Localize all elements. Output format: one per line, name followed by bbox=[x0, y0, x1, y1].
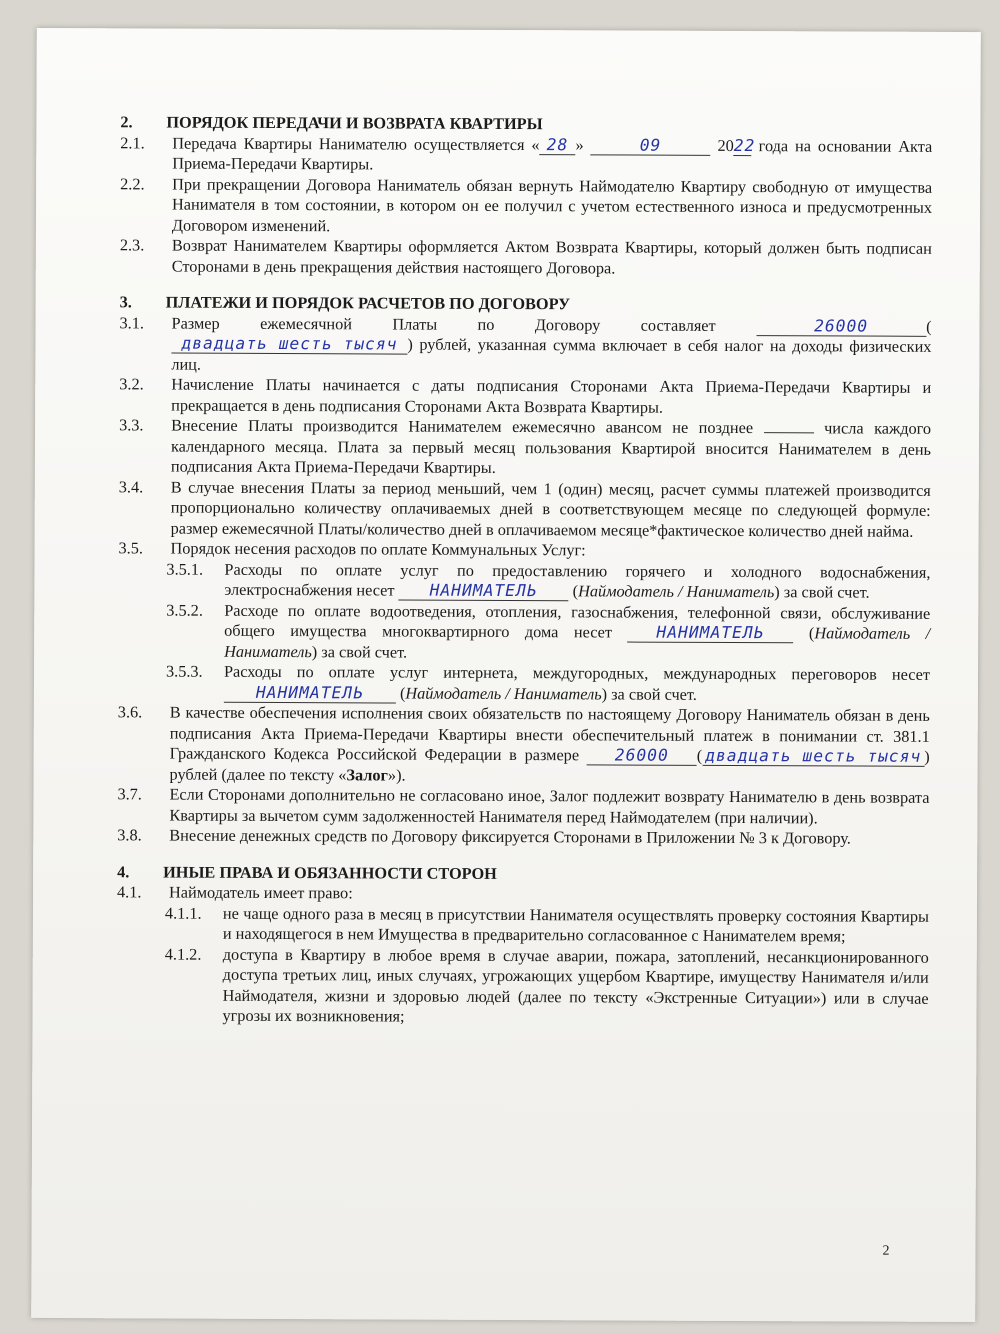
handwritten-party: НАНИМАТЕЛЬ bbox=[399, 582, 569, 602]
clause-text: Начисление Платы начинается с даты подписания Сторонами Акта Приема-Передачи Квартиры и прекращается в день подписания Сторонами Акта Возврата Квартиры. bbox=[171, 374, 932, 417]
clause-text: Расходы по оплате услуг интернета, междугородных, международных переговоров несет НАНИМАТЕЛЬ (Наймодатель / Наниматель) за свой счет. bbox=[223, 661, 931, 704]
party-options: Наймодатель / Наниматель bbox=[224, 623, 931, 661]
clause-4-1-2 bbox=[164, 944, 928, 1029]
clause-number: 4.1.1. bbox=[164, 903, 202, 923]
clause-number: 4.1.2. bbox=[164, 944, 202, 964]
clause-text-part: за свой счет. bbox=[321, 641, 408, 662]
handwritten-amount-words: двадцать шесть тысяч bbox=[702, 747, 924, 767]
clause-3-8 bbox=[117, 825, 929, 849]
clause-number: 3.5.1. bbox=[166, 559, 204, 579]
clause-text-part: рублей (далее по тексту « bbox=[169, 764, 347, 784]
clause-text-part: Расходе по оплате водоотведения, отопления, газоснабжения, телефонной связи, обслуживание общего имущества многоквартирного дома несет bbox=[224, 600, 931, 642]
clause-text-part: числа каждого календарного месяца. Плата за первый месяц пользования Квартирой вносится Нанимателем в день подписания Акта Приема-Передачи Квартиры. bbox=[170, 418, 932, 477]
handwritten-party: НАНИМАТЕЛЬ bbox=[224, 683, 396, 703]
clause-number: 3.5.3. bbox=[165, 661, 203, 681]
clause-3-6 bbox=[118, 702, 930, 788]
clause-text: В качестве обеспечения исполнения своих обязательств по настоящему Договору Наниматель обязан в день подписания Акта Приема-Передачи Квартиры внести обеспечительный платеж в понимании ст. 381.1 Гражданского Кодекса Российской Федерации в размере 26000 ( двадцать шесть тысяч ) рублей (далее по тексту «Залог»). bbox=[169, 702, 930, 785]
clause-3-5-3 bbox=[166, 662, 930, 706]
clause-text: не чаще одного раза в месяц в присутствии Нанимателя осуществлять проверку состояния Квартиры и находящегося в нем Имущества в предварительно согласованное с Нанимателем время; bbox=[222, 903, 929, 946]
section-number: 4. bbox=[117, 861, 130, 881]
section-title: ПОРЯДОК ПЕРЕДАЧИ И ВОЗВРАТА КВАРТИРЫ bbox=[166, 112, 543, 134]
clause-text: Размер ежемесячной Платы по Договору составляет 26000 (двадцать шесть тысяч ) рублей, указанная сумма включает в себя налог на доходы физических лиц. bbox=[171, 313, 932, 374]
clause-text: Порядок несения расходов по оплате Коммунальных Услуг: bbox=[170, 538, 586, 560]
clause-text: доступа в Квартиру в любое время в случае аварии, пожара, затоплений, несанкционированного доступа третьих лиц, иных случаях, угрожающих ущербом Квартире, имуществу Нанимателя и/или Наймодателя, жизни и здоровью людей (далее по тексту «Экстренные Ситуации») или в случае угрозы их возникновения; bbox=[222, 944, 929, 1026]
clause-text: Расходе по оплате водоотведения, отопления, газоснабжения, телефонной связи, обслуживание общего имущества многоквартирного дома несет НАНИМАТЕЛЬ (Наймодатель / Наниматель) за свой счет. bbox=[224, 600, 931, 662]
clause-text: Если Сторонами дополнительно не согласовано иное, Залог подлежит возврату Нанимателю в день возврата Квартиры за вычетом сумм задолженностей Нанимателя перед Наймодателем (при наличии). bbox=[169, 784, 930, 827]
handwritten-day: 28 bbox=[539, 136, 575, 155]
blank-field bbox=[764, 432, 814, 433]
clause-text bbox=[171, 416, 931, 481]
page-number: 2 bbox=[882, 1243, 890, 1259]
clause-number: 2.1. bbox=[120, 132, 145, 152]
clause-3-3 bbox=[119, 415, 931, 480]
clause-text: В случае внесения Платы за период меньший, чем 1 (один) месяц, расчет суммы платежей производится пропорционально количеству оплачиваемых дней в соответствующем месяце по следующей формуле: размер ежемесячной Платы/количество дней в оплачиваемом месяце*фактическое количество дней найма. bbox=[170, 477, 931, 541]
clause-text-part: года на основании Акта Приема-Передачи Квартиры. bbox=[172, 135, 933, 174]
clause-3-2 bbox=[119, 374, 931, 419]
clause-4-1-1 bbox=[165, 903, 929, 947]
section-title: ПЛАТЕЖИ И ПОРЯДОК РАСЧЕТОВ ПО ДОГОВОРУ bbox=[165, 292, 571, 314]
handwritten-amount: 26000 bbox=[587, 746, 697, 765]
handwritten-year: 22 bbox=[733, 135, 756, 155]
clause-text-part: рублей, указанная сумма включает в себя налог на доходы физических лиц. bbox=[171, 334, 932, 374]
clause-number: 3.4. bbox=[118, 476, 144, 496]
clause-text-part: В качестве обеспечения исполнения своих обязательств по настоящему Договору Наниматель обязан в день подписания Акта Приема-Передачи Квартиры внести обеспечительный платеж в понимании ст. 381.1 Гражданского Кодекса Российской Федерации в размере bbox=[169, 702, 930, 765]
section-number: 2. bbox=[120, 112, 133, 132]
section-3 bbox=[117, 292, 931, 849]
section-4 bbox=[116, 862, 929, 1030]
clause-text-part: Расходы по оплате услуг интернета, междугородных, международных переговоров несет bbox=[223, 661, 931, 684]
party-options: Наймодатель / Наниматель bbox=[405, 683, 602, 703]
clause-text-part: Расходы по оплате услуг по предоставлению горячего и холодного водоснабжения, электроснабжения несет bbox=[224, 559, 931, 600]
clause-number: 3.2. bbox=[119, 374, 144, 394]
clause-number: 3.5.2. bbox=[166, 600, 203, 620]
clause-text-part: Внесение Платы производится Нанимателем ежемесячно авансом не позднее bbox=[171, 415, 754, 438]
clause-text: Внесение денежных средств по Договору фиксируется Сторонами в Приложении № 3 к Договору. bbox=[169, 825, 851, 848]
handwritten-month: 09 bbox=[591, 136, 711, 156]
clause-text bbox=[172, 133, 932, 177]
section-title: ИНЫЕ ПРАВА И ОБЯЗАННОСТИ СТОРОН bbox=[163, 862, 497, 883]
clause-text-part: Размер ежемесячной Платы по Договору составляет bbox=[171, 313, 716, 335]
clause-2-2 bbox=[120, 174, 932, 239]
clause-number: 3.7. bbox=[117, 784, 142, 804]
clause-number: 3.6. bbox=[117, 702, 143, 722]
clause-text: При прекращении Договора Наниматель обязан вернуть Наймодателю Квартиру свободную от имущества Нанимателя в том состоянии, в котором он ее получил с учетом естественного износа и предусмотренных Договором изменений. bbox=[171, 174, 933, 235]
handwritten-party: НАНИМАТЕЛЬ bbox=[627, 624, 793, 644]
handwritten-amount-words: двадцать шесть тысяч bbox=[171, 335, 407, 355]
year-prefix: 20 bbox=[717, 135, 734, 155]
clause-3-4 bbox=[119, 477, 931, 542]
party-options: Наймодатель / Наниматель bbox=[578, 581, 775, 602]
clause-number: 2.2. bbox=[120, 173, 145, 193]
section-2 bbox=[120, 112, 933, 280]
clause-text-part: »). bbox=[387, 764, 406, 785]
clause-number: 3.3. bbox=[119, 415, 144, 435]
clause-text-part: за свой счет. bbox=[611, 683, 697, 704]
clause-text-part: » bbox=[575, 134, 584, 154]
section-number: 3. bbox=[119, 292, 132, 312]
clause-number: 4.1. bbox=[117, 882, 142, 902]
clause-text: Возврат Нанимателем Квартиры оформляется Актом Возврата Квартиры, который должен быть подписан Сторонами в день прекращения действия настоящего Договора. bbox=[171, 235, 932, 277]
clause-3-1 bbox=[119, 313, 931, 378]
clause-text: Расходы по оплате услуг по предоставлению горячего и холодного водоснабжения, электроснабжения несет НАНИМАТЕЛЬ (Наймодатель / Наниматель) за свой счет. bbox=[224, 559, 931, 602]
clause-number: 3.5. bbox=[118, 538, 144, 558]
clause-number: 3.1. bbox=[119, 312, 144, 332]
clause-3-5-2 bbox=[166, 600, 930, 665]
clause-text-part: за свой счет. bbox=[783, 582, 870, 602]
defined-term: Залог bbox=[346, 764, 388, 784]
clause-2-1 bbox=[120, 133, 932, 178]
clause-number: 3.8. bbox=[117, 825, 142, 845]
clause-text: Наймодатель имеет право: bbox=[169, 882, 353, 903]
handwritten-amount: 26000 bbox=[756, 317, 926, 337]
document-body bbox=[116, 112, 932, 1029]
clause-text-part: Передача Квартиры Нанимателю осуществляется « bbox=[172, 133, 540, 154]
clause-3-7 bbox=[117, 784, 929, 829]
clause-2-3 bbox=[120, 235, 932, 280]
clause-number: 2.3. bbox=[119, 235, 145, 255]
document-page bbox=[31, 28, 981, 1322]
clause-3-5-1 bbox=[166, 559, 930, 603]
